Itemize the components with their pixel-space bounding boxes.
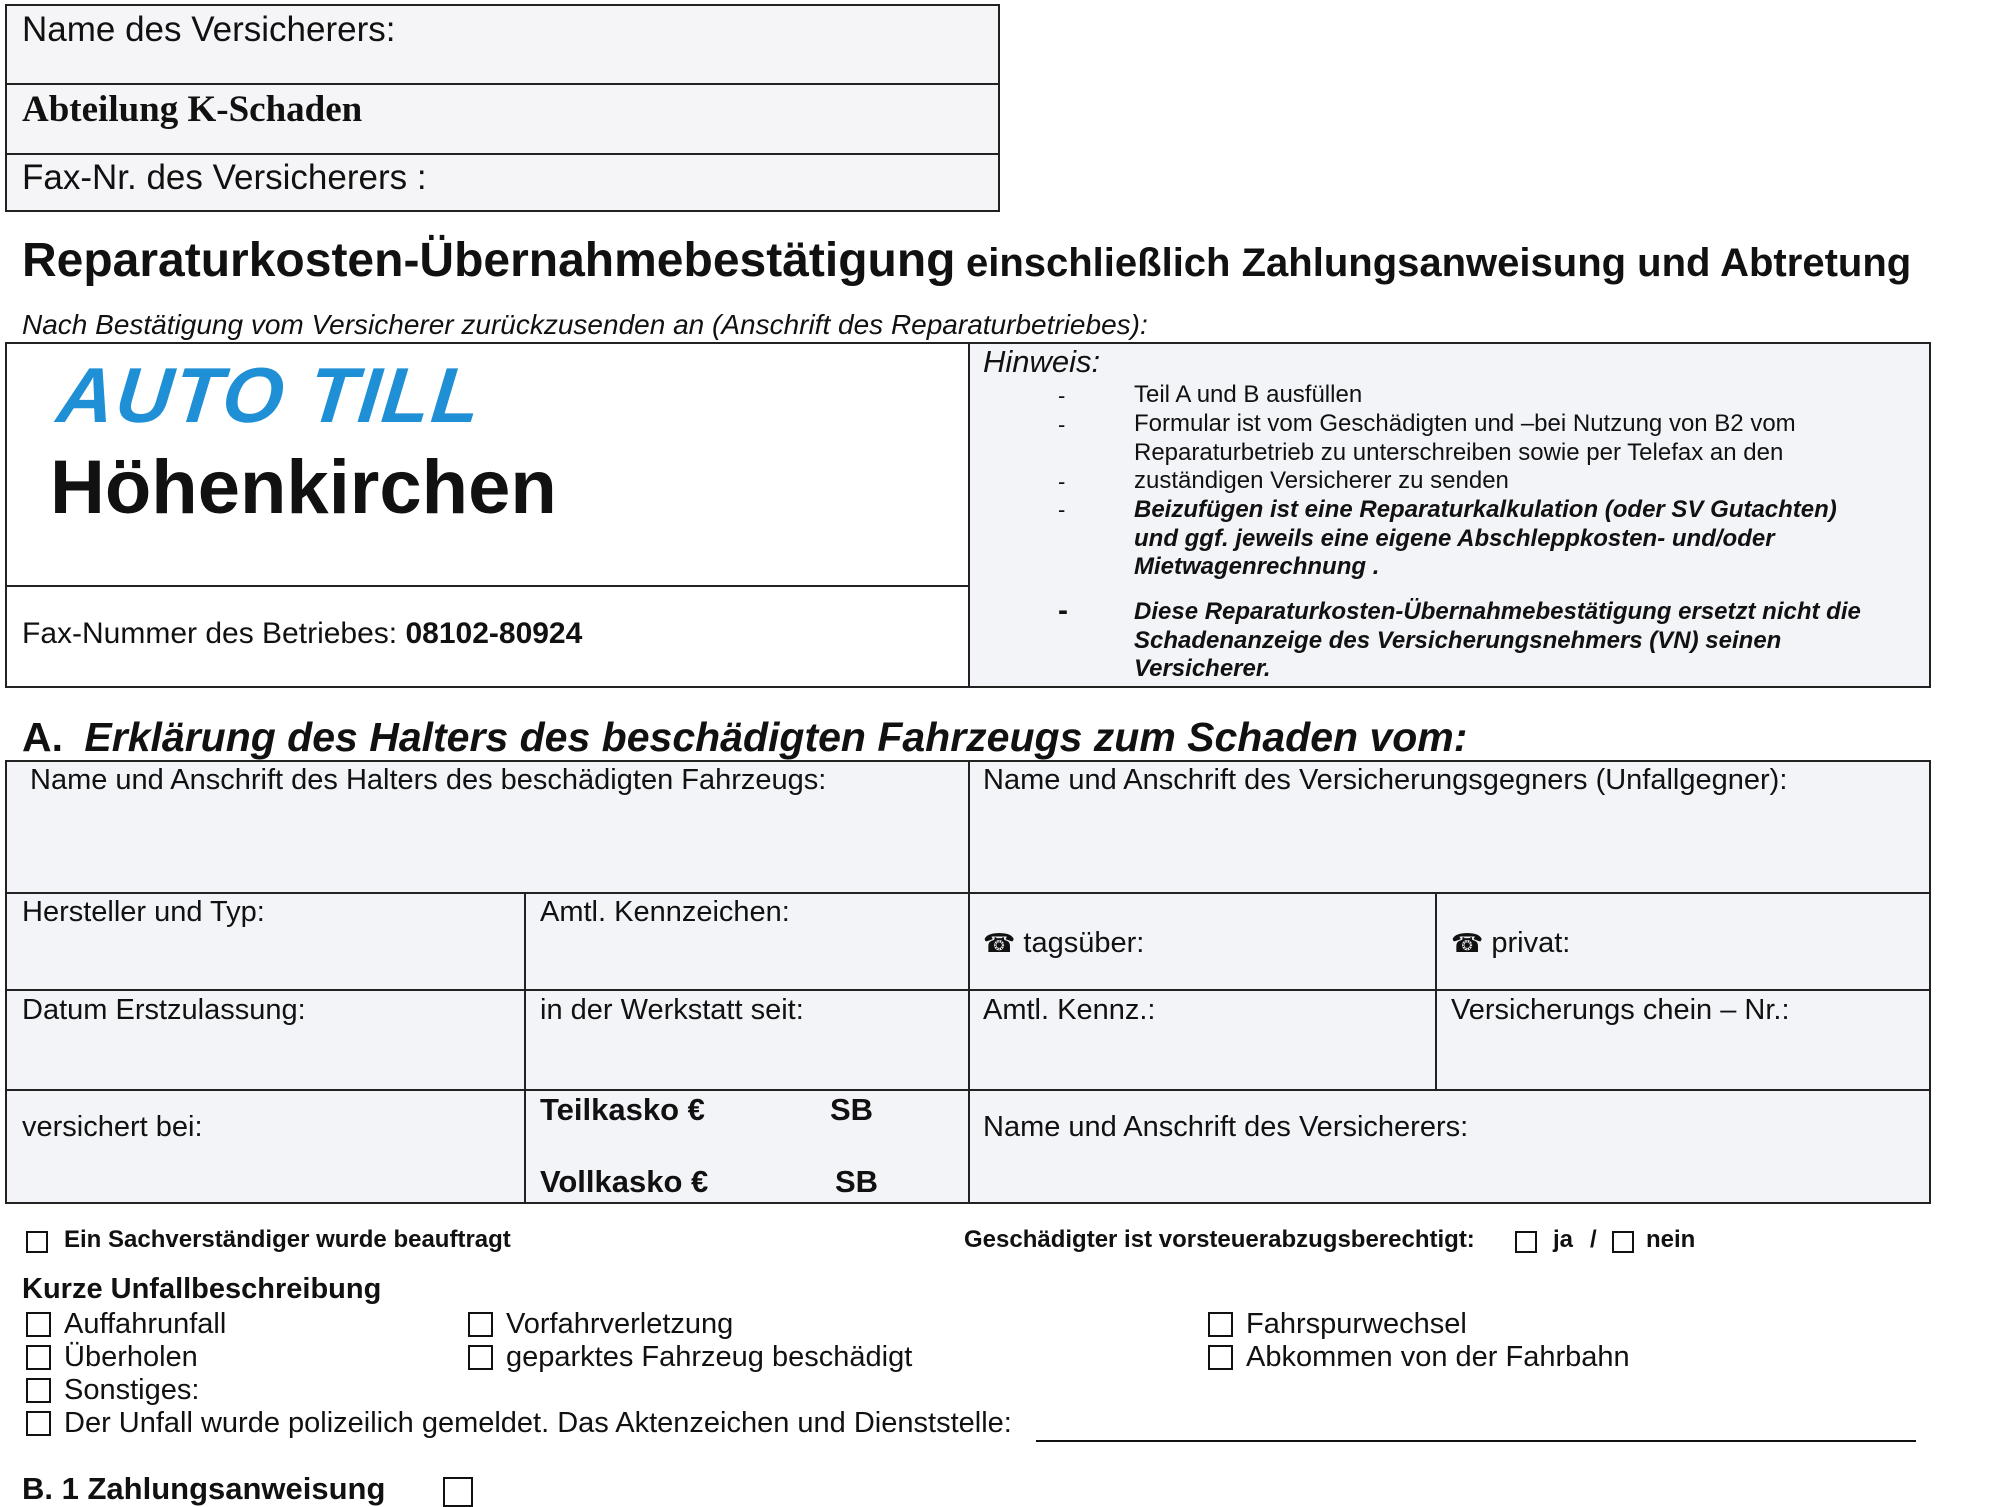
hint-bullet-2: - bbox=[1058, 412, 1066, 437]
hint-bullet-3: - bbox=[1058, 469, 1066, 494]
workshop-fax-label: Fax-Nummer des Betriebes: bbox=[22, 617, 398, 650]
hint-item-2: Formular ist vom Geschädigten und –bei Nutzung von B2 vom Reparaturbetrieb zu unterschreiben sowie per Telefax an den zuständigen Versicherer zu senden bbox=[1134, 410, 1796, 494]
police-reported-checkbox[interactable] bbox=[26, 1411, 51, 1436]
police-reported-label: Der Unfall wurde polizeilich gemeldet. Das Aktenzeichen und Dienststelle: bbox=[64, 1407, 1012, 1439]
page-title bbox=[22, 233, 1911, 288]
partial-cover-field[interactable]: Teilkasko € bbox=[540, 1092, 705, 1127]
section-a-heading bbox=[22, 714, 1467, 761]
vat-yes-label: ja bbox=[1553, 1226, 1574, 1253]
return-note: Nach Bestätigung vom Versicherer zurückzusenden an (Anschrift des Reparaturbetriebes): bbox=[22, 309, 1148, 340]
other-checkbox[interactable] bbox=[26, 1378, 51, 1403]
hint-bullet-1: - bbox=[1058, 383, 1066, 408]
opponent-name-address-field[interactable]: Name und Anschrift des Versicherungsgegners (Unfallgegner): bbox=[983, 764, 1788, 796]
vat-slash: / bbox=[1590, 1226, 1597, 1253]
police-reference-input[interactable] bbox=[1036, 1440, 1916, 1442]
expert-commissioned-checkbox[interactable] bbox=[26, 1231, 48, 1253]
hint-item-3: Beizufügen ist eine Reparaturkalkulation (oder SV Gutachten) und ggf. jeweils eine eigene Abschleppkosten- und/oder Mietwagenrechnung . bbox=[1134, 496, 1837, 580]
insurer-department: Abteilung K-Schaden bbox=[22, 89, 363, 130]
phone-private-label: privat: bbox=[1491, 927, 1571, 959]
phone-icon: ☎ bbox=[1451, 928, 1484, 958]
lane-change-label: Fahrspurwechsel bbox=[1246, 1308, 1467, 1340]
phone-icon: ☎ bbox=[983, 928, 1016, 958]
workshop-fax-divider bbox=[5, 585, 969, 587]
vat-yes-checkbox[interactable] bbox=[1515, 1231, 1537, 1253]
insurer-box-divider-2 bbox=[5, 153, 1000, 155]
vat-no-checkbox[interactable] bbox=[1612, 1231, 1634, 1253]
hint-bullet-4: - bbox=[1058, 497, 1066, 522]
table-col-divider-right bbox=[1435, 892, 1437, 1089]
table-col-divider-mid bbox=[968, 760, 970, 1204]
policy-number-field[interactable]: Versicherungs chein – Nr.: bbox=[1451, 994, 1790, 1026]
opponent-plate-field[interactable]: Amtl. Kennz.: bbox=[983, 994, 1156, 1026]
insured-at-field[interactable]: versichert bei: bbox=[22, 1111, 203, 1143]
full-cover-field[interactable]: Vollkasko € bbox=[540, 1164, 709, 1199]
hint-title: Hinweis: bbox=[983, 344, 1101, 379]
holder-name-address-field[interactable]: Name und Anschrift des Halters des beschädigten Fahrzeugs: bbox=[30, 764, 827, 796]
overtaking-checkbox[interactable] bbox=[26, 1345, 51, 1370]
parked-vehicle-label: geparktes Fahrzeug beschädigt bbox=[506, 1341, 913, 1373]
hint-item-1: Teil A und B ausfüllen bbox=[1134, 381, 1363, 408]
rear-end-label: Auffahrunfall bbox=[64, 1308, 227, 1340]
phone-private-field[interactable] bbox=[1451, 927, 1570, 960]
table-col-divider-left bbox=[524, 892, 526, 1204]
insurer-fax-field[interactable]: Fax-Nr. des Versicherers : bbox=[22, 158, 427, 197]
deductible-2-field[interactable]: SB bbox=[835, 1164, 879, 1199]
workshop-city: Höhenkirchen bbox=[50, 445, 557, 530]
overtaking-label: Überholen bbox=[64, 1341, 198, 1373]
lane-change-checkbox[interactable] bbox=[1208, 1312, 1233, 1337]
phone-day-field[interactable] bbox=[983, 927, 1144, 960]
section-a-letter: A. bbox=[22, 714, 63, 760]
accident-heading: Kurze Unfallbeschreibung bbox=[22, 1273, 382, 1305]
phone-day-label: tagsüber: bbox=[1023, 927, 1145, 959]
off-road-checkbox[interactable] bbox=[1208, 1345, 1233, 1370]
workshop-fax bbox=[22, 617, 582, 651]
license-plate-field[interactable]: Amtl. Kennzeichen: bbox=[540, 896, 790, 928]
expert-commissioned-label: Ein Sachverständiger wurde beauftragt bbox=[64, 1226, 511, 1253]
right-of-way-checkbox[interactable] bbox=[468, 1312, 493, 1337]
section-a-title: Erklärung des Halters des beschädigten Fahrzeugs zum Schaden vom: bbox=[84, 714, 1468, 760]
hint-bullet-5: - bbox=[1058, 594, 1068, 627]
deductible-1-field[interactable]: SB bbox=[830, 1092, 874, 1127]
rear-end-checkbox[interactable] bbox=[26, 1312, 51, 1337]
manufacturer-type-field[interactable]: Hersteller und Typ: bbox=[22, 896, 265, 928]
section-b1-checkbox[interactable] bbox=[443, 1477, 473, 1507]
workshop-fax-number: 08102-80924 bbox=[405, 617, 583, 650]
section-b1-heading: B. 1 Zahlungsanweisung bbox=[22, 1471, 386, 1506]
right-of-way-label: Vorfahrverletzung bbox=[506, 1308, 734, 1340]
first-registration-field[interactable]: Datum Erstzulassung: bbox=[22, 994, 306, 1026]
workshop-logo: AUTO TILL bbox=[53, 351, 487, 439]
off-road-label: Abkommen von der Fahrbahn bbox=[1246, 1341, 1630, 1373]
title-main: Reparaturkosten-Übernahmebestätigung bbox=[22, 234, 956, 287]
insurer-name-field[interactable]: Name des Versicherers: bbox=[22, 10, 396, 49]
vat-no-label: nein bbox=[1646, 1226, 1696, 1253]
parked-vehicle-checkbox[interactable] bbox=[468, 1345, 493, 1370]
hint-item-4: Diese Reparaturkosten-Übernahmebestätigung ersetzt nicht die Schadenanzeige des Versicherungsnehmers (VN) seinen Versicherer. bbox=[1134, 598, 1861, 682]
other-label: Sonstiges: bbox=[64, 1374, 200, 1406]
in-workshop-since-field[interactable]: in der Werkstatt seit: bbox=[540, 994, 804, 1026]
title-sub: einschließlich Zahlungsanweisung und Abtretung bbox=[965, 241, 1912, 285]
insurer-box-divider-1 bbox=[5, 83, 1000, 85]
vat-deduction-label: Geschädigter ist vorsteuerabzugsberechtigt: bbox=[964, 1226, 1475, 1253]
insurer-name-address-field[interactable]: Name und Anschrift des Versicherers: bbox=[983, 1111, 1469, 1143]
workshop-hint-divider bbox=[968, 342, 970, 688]
